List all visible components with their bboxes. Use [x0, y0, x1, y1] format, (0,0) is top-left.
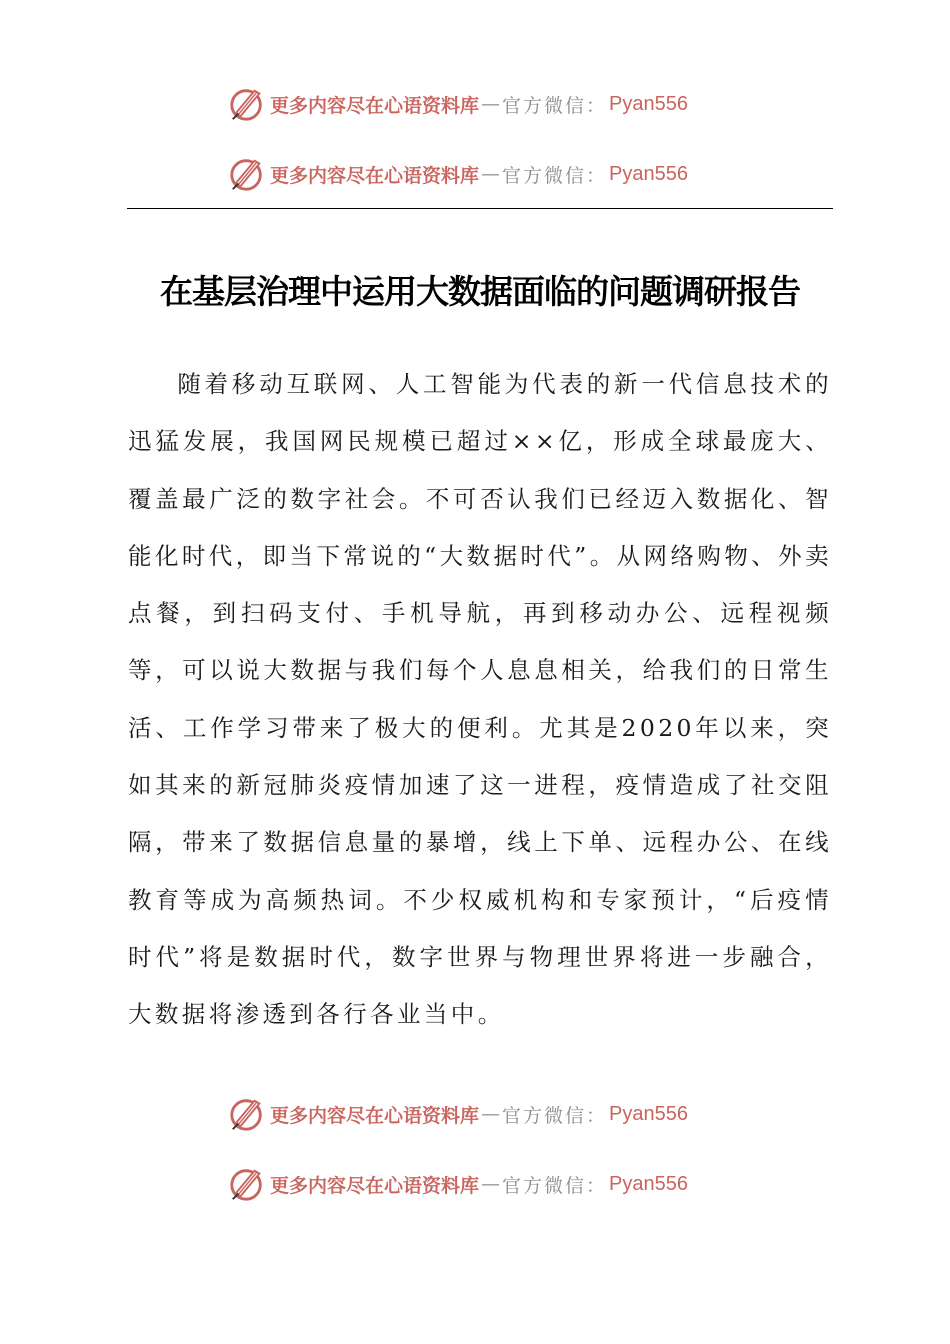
watermark-dash: —	[481, 1173, 501, 1195]
watermark-dash: —	[481, 1103, 501, 1125]
quill-logo-icon	[228, 85, 266, 123]
watermark-banner	[228, 84, 688, 124]
watermark-wechat-id: Pyan556	[609, 162, 688, 185]
watermark-wechat-label: 官方微信：	[502, 1104, 608, 1127]
watermark-wechat-label: 官方微信：	[502, 1174, 608, 1197]
watermark-wechat-id: Pyan556	[609, 1102, 688, 1125]
watermark-dash: —	[481, 163, 501, 185]
watermark-text: 更多内容尽在心语资料库	[270, 1174, 480, 1197]
watermark-text: 更多内容尽在心语资料库	[270, 1104, 480, 1127]
body-paragraph: 随着移动互联网、人工智能为代表的新一代信息技术的迅猛发展，我国网民规模已超过××亿，形成全球最庞大、覆盖最广泛的数字社会。不可否认我们已经迈入数据化、智能化时代，即当下常说的“大数据时代”。从网络购物、外卖点餐，到扫码支付、手机导航，再到移动办公、远程视频等，可以说大数据与我们每个人息息相关，给我们的日常生活、工作学习带来了极大的便利。尤其是2020年以来，突如其来的新冠肺炎疫情加速了这一进程，疫情造成了社交阻隔，带来了数据信息量的暴增，线上下单、远程办公、在线教育等成为高频热词。不少权威机构和专家预计，“后疫情时代”将是数据时代，数字世界与物理世界将进一步融合，大数据将渗透到各行各业当中。	[128, 370, 832, 1029]
quill-logo-icon	[228, 1095, 266, 1133]
watermark-wechat-label: 官方微信：	[502, 164, 608, 187]
watermark-banner	[228, 154, 688, 194]
quill-logo-icon	[228, 1165, 266, 1203]
watermark-text: 更多内容尽在心语资料库	[270, 164, 480, 187]
watermark-wechat-label: 官方微信：	[502, 94, 608, 117]
watermark-banner	[228, 1094, 688, 1134]
quill-logo-icon	[228, 155, 266, 193]
watermark-text: 更多内容尽在心语资料库	[270, 94, 480, 117]
header-divider	[127, 208, 833, 209]
watermark-wechat-id: Pyan556	[609, 92, 688, 115]
watermark-wechat-id: Pyan556	[609, 1172, 688, 1195]
watermark-dash: —	[481, 93, 501, 115]
watermark-banner	[228, 1164, 688, 1204]
document-title: 在基层治理中运用大数据面临的问题调研报告	[160, 272, 800, 311]
